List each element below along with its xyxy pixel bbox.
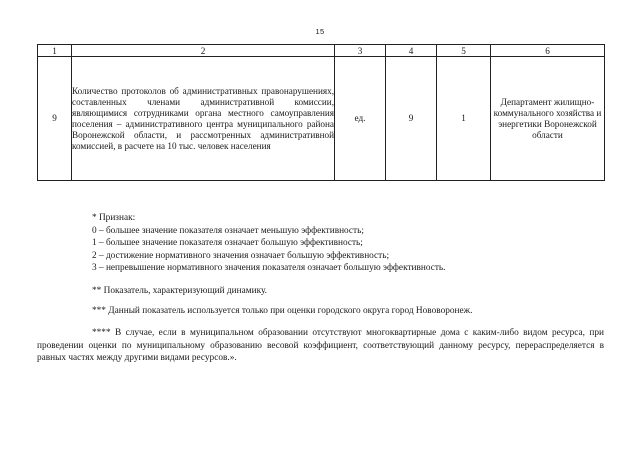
footnotes (92, 212, 607, 318)
page-number: 15 (315, 27, 325, 36)
column-header: 3 (335, 45, 386, 57)
table-row (38, 57, 605, 181)
unit-cell: ед. (335, 57, 386, 181)
column-header: 1 (38, 45, 72, 57)
direction-cell: 1 (437, 57, 491, 181)
value-cell: 9 (386, 57, 437, 181)
criteria-item: 3 – непревышение нормативного значения показателя означает большую эффективность. (92, 263, 446, 273)
column-header: 5 (437, 45, 491, 57)
column-header: 4 (386, 45, 437, 57)
table-header-row (38, 45, 605, 57)
housing-note-block (37, 327, 604, 365)
row-number-cell: 9 (38, 57, 72, 181)
column-header: 2 (72, 45, 335, 57)
indicator-description-cell: Количество протоколов об административных правонарушениях, составленных членами административной комиссии, являющимися сотрудниками органа местного самоуправления поселения – административного центра муниципального района Воронежской области, и рассмотренных административной комиссией, в расчете на 10 тыс. человек населения (72, 57, 335, 181)
indicators-table (37, 44, 605, 181)
dynamics-note: ** Показатель, характеризующий динамику. (92, 285, 267, 296)
criteria-item: 2 – достижение нормативного значения означает большую эффективность; (92, 250, 390, 261)
novovoronezh-note: *** Данный показатель используется только при оценки городского округа город Нововоронеж. (92, 306, 473, 316)
criteria-item: 1 – большее значение показателя означает большую эффективность; (92, 238, 363, 248)
column-header: 6 (491, 45, 605, 57)
housing-note: **** В случае, если в муниципальном образовании отсутствуют многоквартирные дома с каким-либо видом ресурса, при проведении оценки по муниципальному образованию весовой коэффициент, соответствующий данному ресурсу, перераспределяется в равных частях между другими видами ресурсов.». (37, 328, 604, 363)
criteria-title: * Признак: (92, 213, 136, 223)
criteria-item: 0 – большее значение показателя означает меньшую эффективность; (92, 225, 364, 236)
department-cell: Департамент жилищно-коммунального хозяйства и энергетики Воронежской области (491, 57, 605, 181)
